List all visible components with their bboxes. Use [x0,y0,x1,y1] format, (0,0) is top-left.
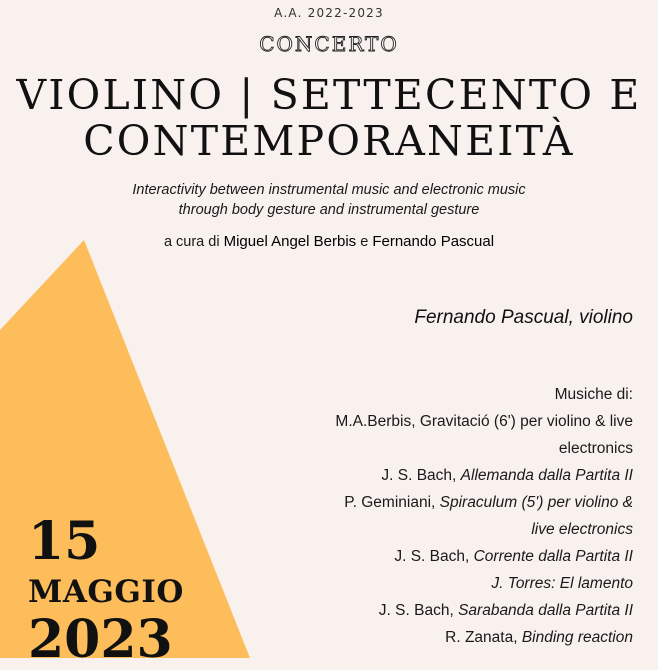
date-year: 2023 [28,609,173,670]
date-day: 15 [28,511,101,572]
curators-prefix: a cura di [163,234,220,250]
event-kind: CONCERTO [259,32,399,56]
separator: , [449,602,454,619]
title-line-1: VIOLINO | SETTECENTO E [16,71,642,119]
program-item [273,543,633,570]
separator: , [513,629,518,646]
work: Corrente dalla Partita II [473,548,633,565]
curator-2: Fernando Pascual [372,233,495,250]
title-line-2: CONTEMPORANEITÀ [83,117,575,165]
work: El lamento [559,575,633,592]
separator: , [431,494,436,511]
program-item-continued: electronics [558,440,633,457]
program-item [273,408,633,435]
composer: J. S. Bach [381,467,453,484]
curator-1: Miguel Angel Berbis [223,233,357,250]
composer: P. Geminiani [344,494,432,511]
composer: J. S. Bach [378,602,450,619]
program-heading: Musiche di: [554,386,633,403]
work: Gravitació (6') per violino & live [419,413,633,430]
academic-year: A.A. 2022-2023 [274,6,384,20]
separator: , [452,467,457,484]
program-item [273,570,633,597]
separator: , [464,548,470,565]
program [273,381,633,651]
performer: Fernando Pascual, violino [414,307,633,328]
composer: M.A.Berbis [335,413,412,430]
program-item [273,624,633,651]
program-item [273,597,633,624]
work: Spiraculum (5') per violino & [439,494,633,511]
composer: J. S. Bach [394,548,465,565]
event-date [28,512,184,668]
work: Allemanda dalla Partita II [460,467,633,484]
separator: : [551,575,556,592]
composer: R. Zanata [445,629,514,646]
subtitle-line-1: Interactivity between instrumental music and electronic music [132,182,526,198]
program-item [273,462,633,489]
curators-conjunction: e [360,234,369,250]
separator: , [411,413,416,430]
program-item-continued: live electronics [531,521,633,538]
program-item [273,489,633,516]
work: Binding reaction [521,629,633,646]
page-title [0,72,658,164]
subtitle [0,180,658,220]
composer: J. Torres [491,575,552,592]
subtitle-line-2: through body gesture and instrumental gesture [178,202,480,218]
work: Sarabanda dalla Partita II [458,602,633,619]
date-month: MAGGIO [28,574,184,610]
curators [0,233,658,250]
